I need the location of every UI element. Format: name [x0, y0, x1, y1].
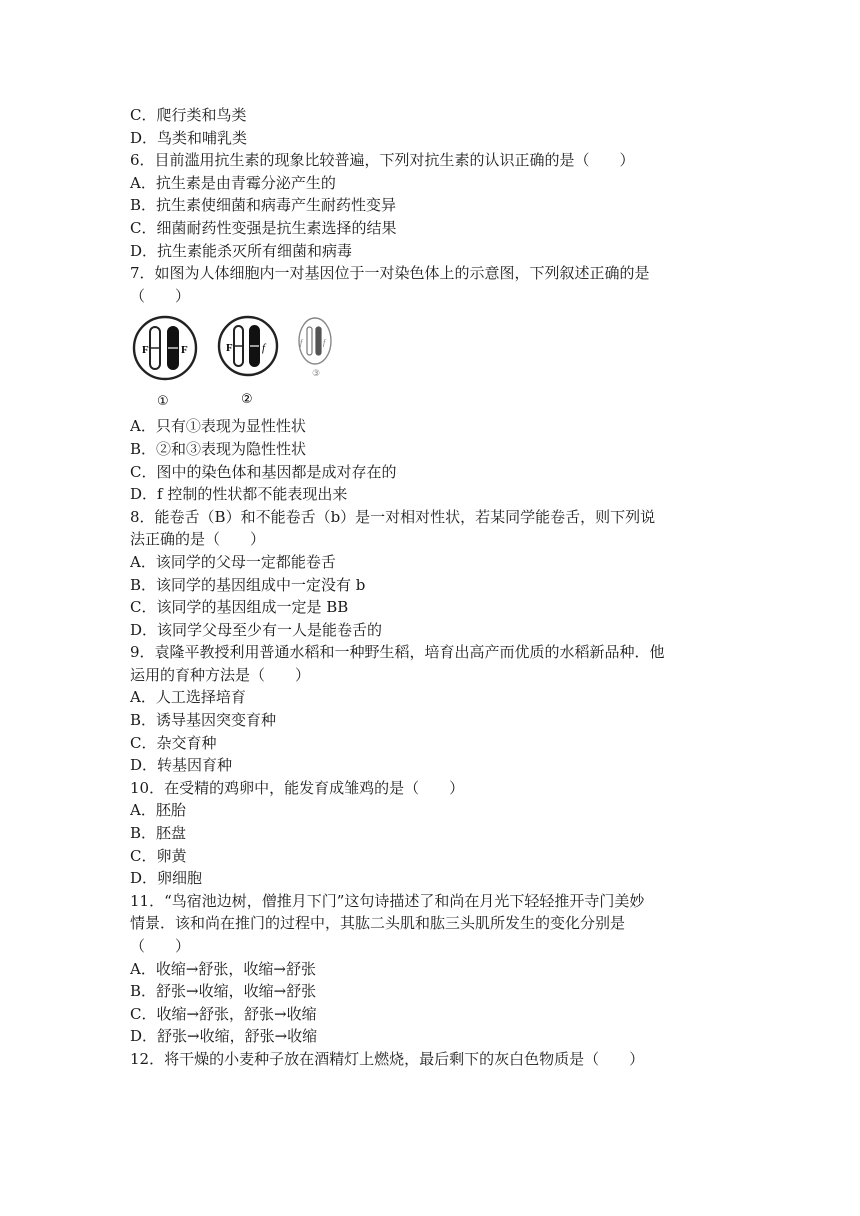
figure-number: ③ — [312, 369, 321, 380]
question-12-stem: 12．将干燥的小麦种子放在酒精灯上燃烧，最后剩下的灰白色物质是（ ） — [130, 1049, 645, 1068]
question-6-option-a: A．抗生素是由青霉分泌产生的 — [130, 173, 336, 192]
question-7-stem: 7．如图为人体细胞内一对基因位于一对染色体上的示意图，下列叙述正确的是 — [130, 264, 650, 283]
question-8-stem-cont: 法正确的是（ ） — [130, 530, 266, 549]
question-11-stem-blank: （ ） — [130, 937, 191, 955]
question-10-option-d: D．卵细胞 — [130, 869, 203, 888]
cell-diagram-2 — [215, 310, 281, 410]
cell-figure-2 — [215, 310, 281, 410]
question-11-stem-cont: 情景．该和尚在推门的过程中，其肱二头肌和肱三头肌所发生的变化分别是 — [130, 914, 626, 933]
question-9-stem-cont: 运用的育种方法是（ ） — [130, 665, 311, 684]
exam-page — [130, 104, 730, 1071]
question-6-stem: 6．目前滥用抗生素的现象比较普遍，下列对抗生素的认识正确的是（ ） — [130, 151, 635, 170]
question-8-option-c: C．该同学的基因组成一定是 BB — [130, 598, 349, 617]
gene-label: f — [323, 338, 326, 348]
question-11-option-c: C．收缩→舒张，舒张→收缩 — [130, 1004, 317, 1023]
question-7-option-c: C．图中的染色体和基因都是成对存在的 — [130, 462, 397, 481]
question-10-option-a: A．胚胎 — [130, 801, 186, 820]
cell-figure-1 — [130, 310, 200, 410]
question-9-option-d: D．转基因育种 — [130, 756, 233, 775]
figure-number: ② — [241, 392, 253, 408]
question-7-option-d: D．f 控制的性状都不能表现出来 — [130, 485, 348, 504]
question-8-option-d: D．该同学父母至少有一人是能卷舌的 — [130, 620, 383, 639]
question-11-option-a: A．收缩→舒张，收缩→舒张 — [130, 959, 316, 978]
question-10-stem: 10．在受精的鸡卵中，能发育成雏鸡的是（ ） — [130, 778, 465, 797]
question-7-option-a: A．只有①表现为显性性状 — [130, 417, 306, 436]
question-8-stem: 8．能卷舌（B）和不能卷舌（b）是一对相对性状，若某同学能卷舌，则下列说 — [130, 507, 656, 526]
question-8-option-b: B．该同学的基因组成中一定没有 b — [130, 575, 366, 594]
question-6-option-b: B．抗生素使细菌和病毒产生耐药性变异 — [130, 196, 397, 215]
gene-label: F — [142, 344, 149, 357]
question-7-stem-blank: （ ） — [130, 286, 191, 305]
question-9-option-c: C．杂交育种 — [130, 733, 217, 752]
question-9-option-b: B．诱导基因突变育种 — [130, 711, 277, 730]
gene-label: f — [262, 342, 266, 355]
question-11-option-d: D．舒张→收缩，舒张→收缩 — [130, 1027, 318, 1046]
question-10-option-b: B．胚盘 — [130, 824, 187, 843]
question-6-option-d: D．抗生素能杀灭所有细菌和病毒 — [130, 241, 353, 260]
figure-number: ① — [157, 394, 169, 410]
question-9-stem: 9．袁隆平教授利用普通水稻和一种野生稻，培育出高产而优质的水稻新品种．他 — [130, 643, 665, 662]
cell-figure-3 — [295, 310, 339, 410]
cell-diagram-3 — [295, 310, 339, 410]
gene-label: F — [226, 342, 233, 355]
option-d: D．鸟类和哺乳类 — [130, 128, 248, 147]
question-11-stem: 11．“鸟宿池边树，僧推月下门”这句诗描述了和尚在月光下轻轻推开寺门美妙 — [130, 891, 645, 910]
question-8-option-a: A．该同学的父母一定都能卷舌 — [130, 552, 336, 571]
chromosome-figure — [130, 310, 730, 412]
question-11-option-b: B．舒张→收缩，收缩→舒张 — [130, 982, 317, 1001]
cell-diagram-1 — [130, 310, 200, 410]
question-10-option-c: C．卵黄 — [130, 846, 187, 865]
gene-label: f — [300, 338, 303, 348]
question-6-option-c: C．细菌耐药性变强是抗生素选择的结果 — [130, 218, 397, 237]
option-c: C．爬行类和鸟类 — [130, 106, 247, 124]
question-9-option-a: A．人工选择培育 — [130, 688, 246, 707]
question-7-option-b: B．②和③表现为隐性性状 — [130, 439, 307, 458]
gene-label: F — [181, 344, 188, 357]
